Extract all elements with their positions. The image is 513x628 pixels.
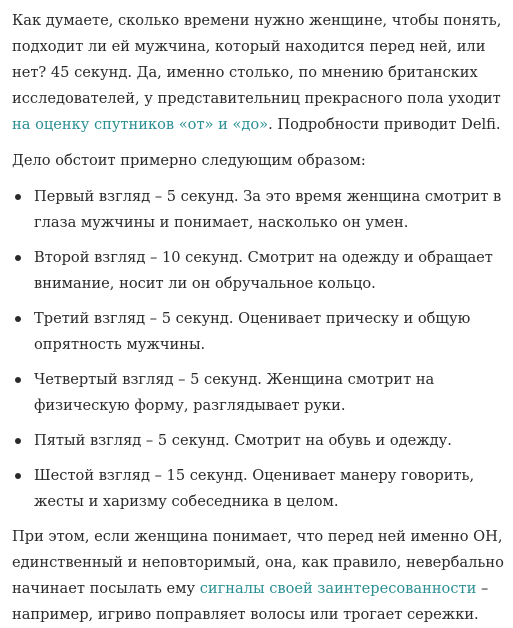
- intro-text-after: . Подробности приводит Delfi.: [268, 116, 501, 133]
- list-item: Пятый взгляд – 5 секунд. Смотрит на обувь и одежду.: [12, 428, 505, 454]
- list-item: Четвертый взгляд – 5 секунд. Женщина смотрит на физическую форму, разглядывает руки.: [12, 367, 505, 419]
- intro-text-before: Как думаете, сколько времени нужно женщине, чтобы понять, подходит ли ей мужчина, который находится перед ней, или нет? 45 секунд. Да, именно столько, по мнению британских исследователей, у представительниц прекрасного пола уходит: [12, 12, 502, 107]
- intro-paragraph: [12, 8, 505, 138]
- closing-paragraph: [12, 524, 505, 628]
- lead-paragraph: Дело обстоит примерно следующим образом:: [12, 152, 366, 169]
- interest-signals-link[interactable]: сигналы своей заинтересованности: [199, 580, 477, 597]
- partner-evaluation-link[interactable]: на оценку спутников «от» и «до»: [12, 116, 269, 133]
- glance-list: [12, 184, 505, 515]
- closing-text-after: – например, игриво поправляет волосы или трогает сережки.: [12, 580, 489, 623]
- list-item: Второй взгляд – 10 секунд. Смотрит на одежду и обращает внимание, носит ли он обручальное кольцо.: [12, 245, 505, 297]
- list-item: Шестой взгляд – 15 секунд. Оценивает манеру говорить, жесты и харизму собеседника в целом.: [12, 463, 505, 515]
- list-item: Первый взгляд – 5 секунд. За это время женщина смотрит в глаза мужчины и понимает, насколько он умен.: [12, 184, 505, 236]
- list-item: Третий взгляд – 5 секунд. Оценивает прическу и общую опрятность мужчины.: [12, 306, 505, 358]
- closing-text-before: При этом, если женщина понимает, что перед ней именно ОН, единственный и неповторимый, она, как правило, невербально начинает посылать ему: [12, 528, 504, 597]
